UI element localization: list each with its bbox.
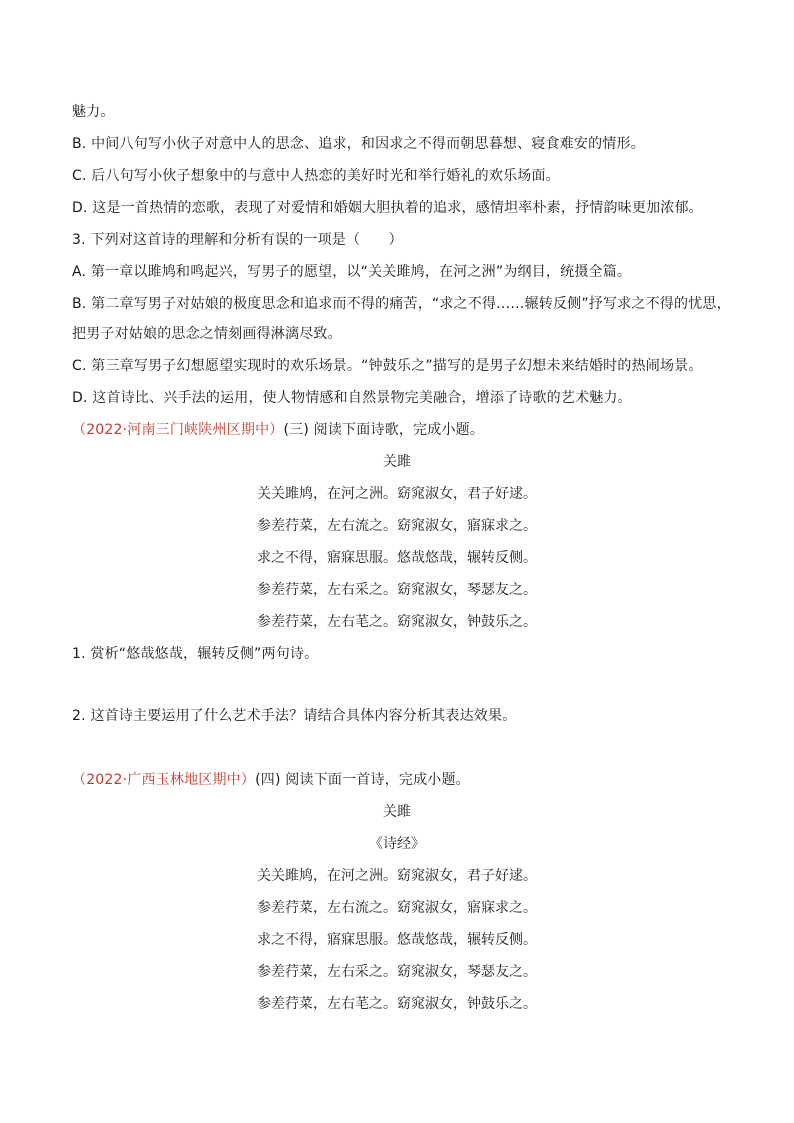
section-3-question-2: 2. 这首诗主要运用了什么艺术手法？请结合具体内容分析其表达效果。 bbox=[72, 708, 517, 724]
option-a-tail: 魅力。 bbox=[72, 104, 115, 120]
section-3-poem-line: 参差荇菜，左右芼之。窈窕淑女，钟鼓乐之。 bbox=[257, 614, 537, 630]
section-3-poem-title: 关雎 bbox=[383, 454, 411, 470]
option-c: C. 后八句写小伙子想象中的与意中人热恋的美好时光和举行婚礼的欢乐场面。 bbox=[72, 168, 560, 184]
section-4-header bbox=[72, 770, 470, 790]
section-3-question-1: 1. 赏析“悠哉悠哉，辗转反侧”两句诗。 bbox=[72, 646, 319, 662]
q3-option-a: A. 第一章以雎鸠和鸣起兴，写男子的愿望，以“关关雎鸠，在河之洲”为纲目，统摄全篇。 bbox=[72, 264, 632, 280]
section-3-poem-line: 参差荇菜，左右流之。窈窕淑女，寤寐求之。 bbox=[257, 518, 537, 534]
section-4-poem-line: 求之不得，寤寐思服。悠哉悠哉，辗转反侧。 bbox=[257, 932, 537, 948]
section-4-poem-line: 参差荇菜，左右芼之。窈窕淑女，钟鼓乐之。 bbox=[257, 996, 537, 1012]
section-4-source: （2022·广西玉林地区期中） bbox=[72, 772, 256, 788]
section-4-poem-line: 关关雎鸠，在河之洲。窈窕淑女，君子好逑。 bbox=[257, 868, 537, 884]
q3-option-b-line2: 把男子对姑娘的思念之情刻画得淋漓尽致。 bbox=[72, 326, 342, 342]
q3-option-d: D. 这首诗比、兴手法的运用，使人物情感和自然景物完美融合，增添了诗歌的艺术魅力。 bbox=[72, 390, 632, 406]
section-3-source: （2022·河南三门峡陕州区期中） bbox=[72, 422, 284, 438]
q3-option-c: C. 第三章写男子幻想愿望实现时的欢乐场景。“钟鼓乐之”描写的是男子幻想未来结婚时的热闹场景。 bbox=[72, 358, 703, 374]
section-3-poem-line: 求之不得，寤寐思服。悠哉悠哉，辗转反侧。 bbox=[257, 550, 537, 566]
section-3-poem-line: 关关雎鸠，在河之洲。窈窕淑女，君子好逑。 bbox=[257, 486, 537, 502]
section-3-heading: (三) 阅读下面诗歌，完成小题。 bbox=[283, 422, 485, 438]
section-4-poem-line: 参差荇菜，左右流之。窈窕淑女，寤寐求之。 bbox=[257, 900, 537, 916]
option-d: D. 这是一首热情的恋歌，表现了对爱情和婚姻大胆执着的追求，感情坦率朴素，抒情韵味更加浓郁。 bbox=[72, 200, 703, 216]
section-4-poem-line: 参差荇菜，左右采之。窈窕淑女，琴瑟友之。 bbox=[257, 964, 537, 980]
question-3-stem: 3. 下列对这首诗的理解和分析有误的一项是（ ） bbox=[72, 232, 403, 248]
section-4-poem-source: 《诗经》 bbox=[369, 836, 425, 852]
q3-option-b-line1: B. 第二章写男子对姑娘的极度思念和追求而不得的痛苦，“求之不得……辗转反侧”抒写求之不得的忧思， bbox=[72, 296, 731, 312]
section-4-poem-title: 关雎 bbox=[383, 804, 411, 820]
section-3-poem-line: 参差荇菜，左右采之。窈窕淑女，琴瑟友之。 bbox=[257, 582, 537, 598]
option-b: B. 中间八句写小伙子对意中人的思念、追求，和因求之不得而朝思暮想、寝食难安的情形。 bbox=[72, 136, 645, 152]
section-3-header bbox=[72, 420, 484, 440]
section-4-heading: (四) 阅读下面一首诗，完成小题。 bbox=[255, 772, 470, 788]
